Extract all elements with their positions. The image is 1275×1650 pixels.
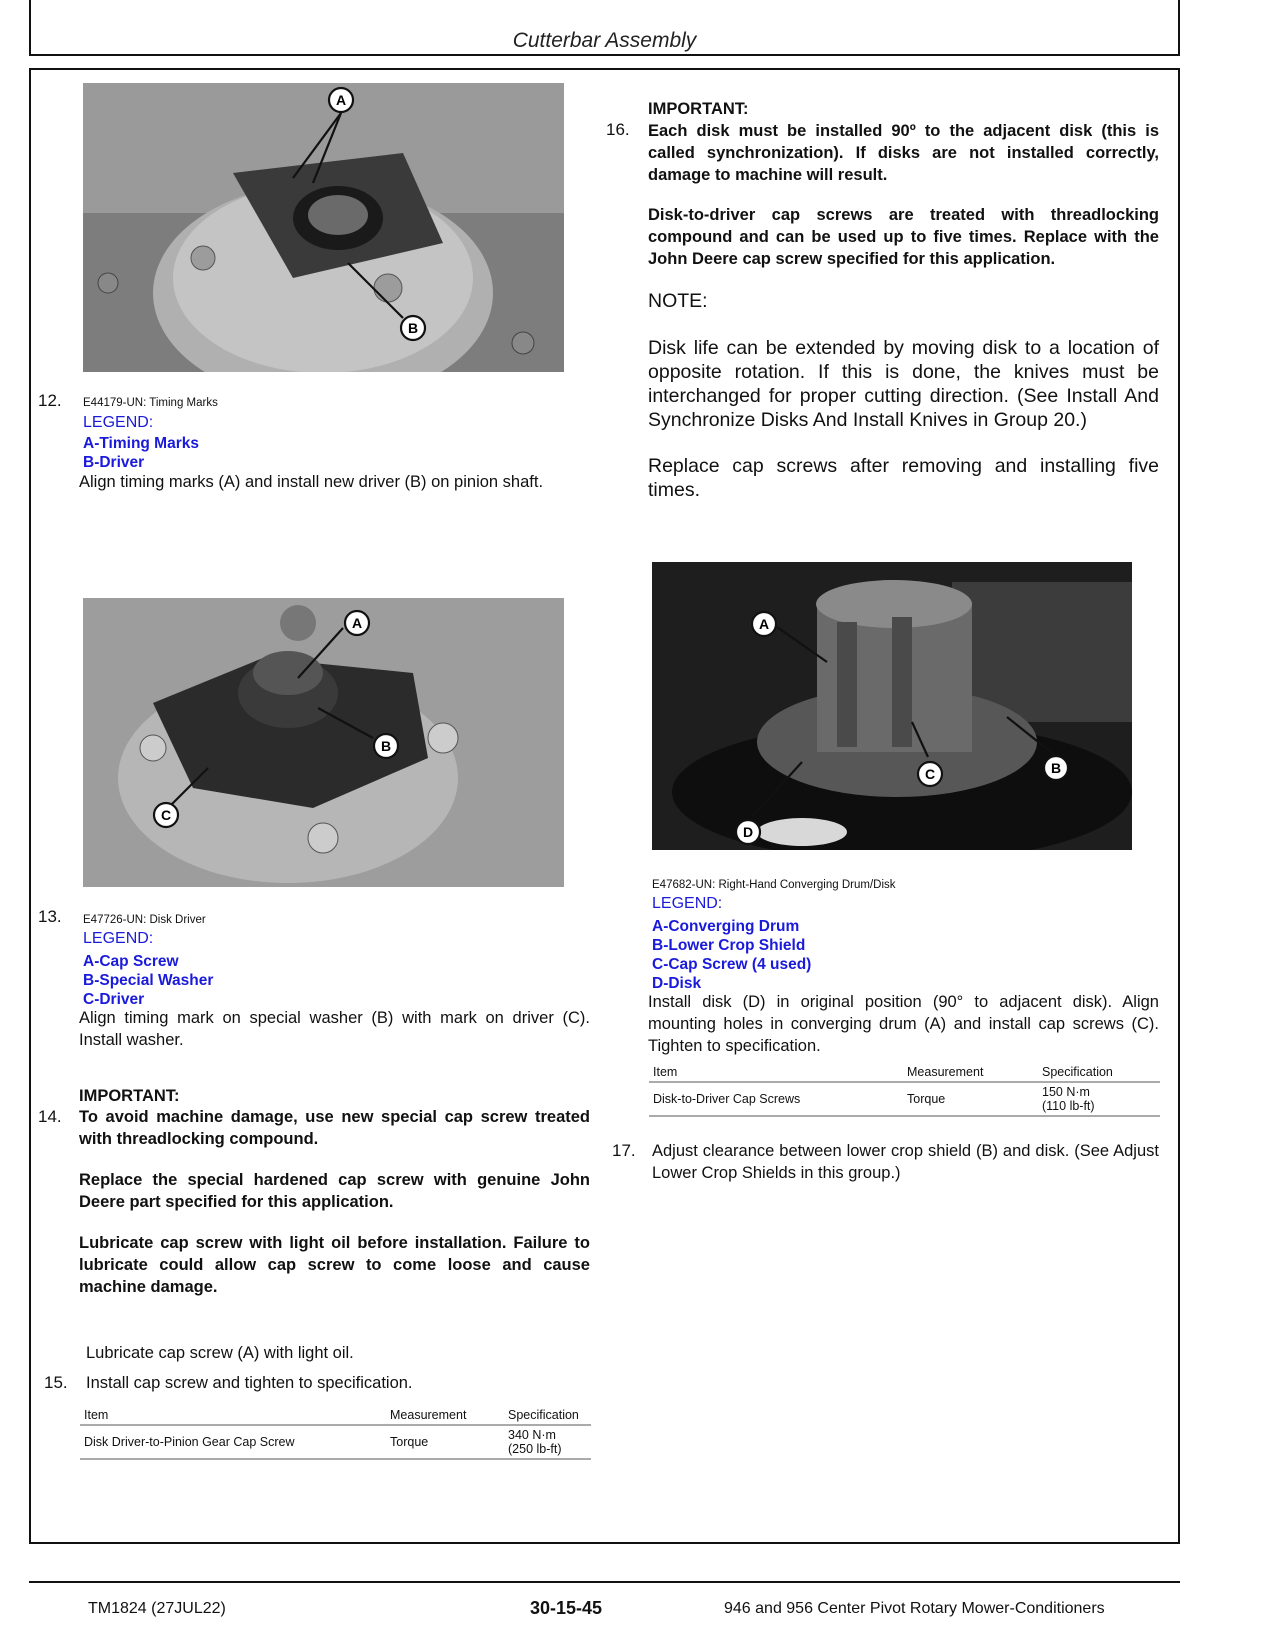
step-13-caption: E47726-UN: Disk Driver [83,914,206,926]
callout-c-label: C [160,807,172,823]
step-12-caption: E44179-UN: Timing Marks [83,397,218,409]
step-16-legend-a: A-Converging Drum [652,918,800,935]
step-14-number: 14. [38,1107,62,1126]
note-title: NOTE: [648,290,708,312]
callout-b-label: B [1050,760,1062,776]
step-13-legend-b: B-Special Washer [83,972,214,989]
callout-b-label: B [380,738,392,754]
step-12-legend-a: A-Timing Marks [83,435,199,452]
table-header-measurement: Measurement [386,1406,504,1425]
step-13-legend-a: A-Cap Screw [83,953,179,970]
step-15-number: 15. [44,1373,68,1392]
step-16-para1: Each disk must be installed 90º to the adjacent disk (this is called synchronization). If disks are not installed correctly, damage to machine will result. [648,122,1159,184]
table-cell-specification [504,1425,591,1459]
timing-marks-photo [83,83,564,372]
step-14-after-text: Lubricate cap screw (A) with light oil. [86,1344,354,1362]
table-header-specification: Specification [1038,1063,1160,1082]
step-13-legend-c: C-Driver [83,991,145,1008]
callout-a-label: A [758,616,770,632]
step-16-para2: Disk-to-driver cap screws are treated with threadlocking compound and can be used up to five times. Replace with the John Deere cap screw specified for this application. [648,206,1159,268]
step-14-important-label: IMPORTANT: [79,1087,180,1105]
step-16-important-label: IMPORTANT: [648,100,749,118]
step-14-para3: Lubricate cap screw with light oil before installation. Failure to lubricate could allow cap screw to come loose and cause machine damage. [79,1234,590,1296]
step-15-text: Install cap screw and tighten to specification. [86,1374,413,1392]
footer-rule [29,1581,1180,1583]
step-13-text: Align timing mark on special washer (B) with mark on driver (C). Install washer. [79,1009,590,1049]
callout-a-label: A [351,615,363,631]
step-16-number: 16. [606,120,630,139]
footer-doc-id: TM1824 (27JUL22) [88,1600,226,1617]
disk-driver-photo [83,598,564,887]
step-16-legend-c: C-Cap Screw (4 used) [652,956,812,973]
spec-metric: 340 N·m [508,1428,556,1442]
step-16-caption: E47682-UN: Right-Hand Converging Drum/Disk [652,879,896,891]
table-cell-specification [1038,1082,1160,1116]
table-cell-measurement: Torque [386,1425,504,1459]
converging-drum-photo [652,562,1132,850]
note-text-2: Replace cap screws after removing and installing five times. [648,455,1159,501]
step-13-legend-title: LEGEND: [83,930,154,947]
step-16-legend-d: D-Disk [652,975,702,992]
step-17-number: 17. [612,1141,636,1160]
spec-imperial: (250 lb-ft) [508,1442,562,1456]
table-cell-item: Disk Driver-to-Pinion Gear Cap Screw [80,1425,386,1459]
step-12-number: 12. [38,391,62,410]
step-16-install-text: Install disk (D) in original position (90° to adjacent disk). Align mounting holes in converging drum (A) and install cap screws (C). Tighten to specification. [648,993,1159,1055]
step-16-spec-table [649,1063,1160,1117]
table-header-specification: Specification [504,1406,591,1425]
footer-product-name: 946 and 956 Center Pivot Rotary Mower-Conditioners [724,1600,1105,1617]
page-title: Cutterbar Assembly [512,29,697,52]
table-cell-item: Disk-to-Driver Cap Screws [649,1082,903,1116]
table-header-item: Item [649,1063,903,1082]
step-15-spec-table [80,1406,591,1460]
footer-page-number: 30-15-45 [530,1598,603,1618]
callout-c-label: C [924,766,936,782]
step-12-legend-b: B-Driver [83,454,145,471]
callout-a-label: A [335,92,347,108]
table-header-item: Item [80,1406,386,1425]
table-row [80,1425,591,1459]
callout-d-label: D [742,824,754,840]
step-16-legend-b: B-Lower Crop Shield [652,937,806,954]
spec-metric: 150 N·m [1042,1085,1090,1099]
step-12-text: Align timing marks (A) and install new driver (B) on pinion shaft. [79,473,544,491]
step-17-text: Adjust clearance between lower crop shield (B) and disk. (See Adjust Lower Crop Shields in this group.) [652,1142,1159,1182]
step-12-legend-title: LEGEND: [83,414,154,431]
step-16-legend-title: LEGEND: [652,895,723,912]
step-13-number: 13. [38,907,62,926]
step-14-para2: Replace the special hardened cap screw with genuine John Deere part specified for this application. [79,1171,590,1211]
spec-imperial: (110 lb-ft) [1042,1099,1095,1113]
note-text-1: Disk life can be extended by moving disk to a location of opposite rotation. If this is done, the knives must be interchanged for proper cutting direction. (See Install And Synchronize Disks And Install Knives in Group 20.) [648,337,1159,431]
table-row [649,1082,1160,1116]
callout-b-label: B [407,320,419,336]
table-header-measurement: Measurement [903,1063,1038,1082]
step-14-para1: To avoid machine damage, use new special cap screw treated with threadlocking compound. [79,1108,590,1148]
table-cell-measurement: Torque [903,1082,1038,1116]
